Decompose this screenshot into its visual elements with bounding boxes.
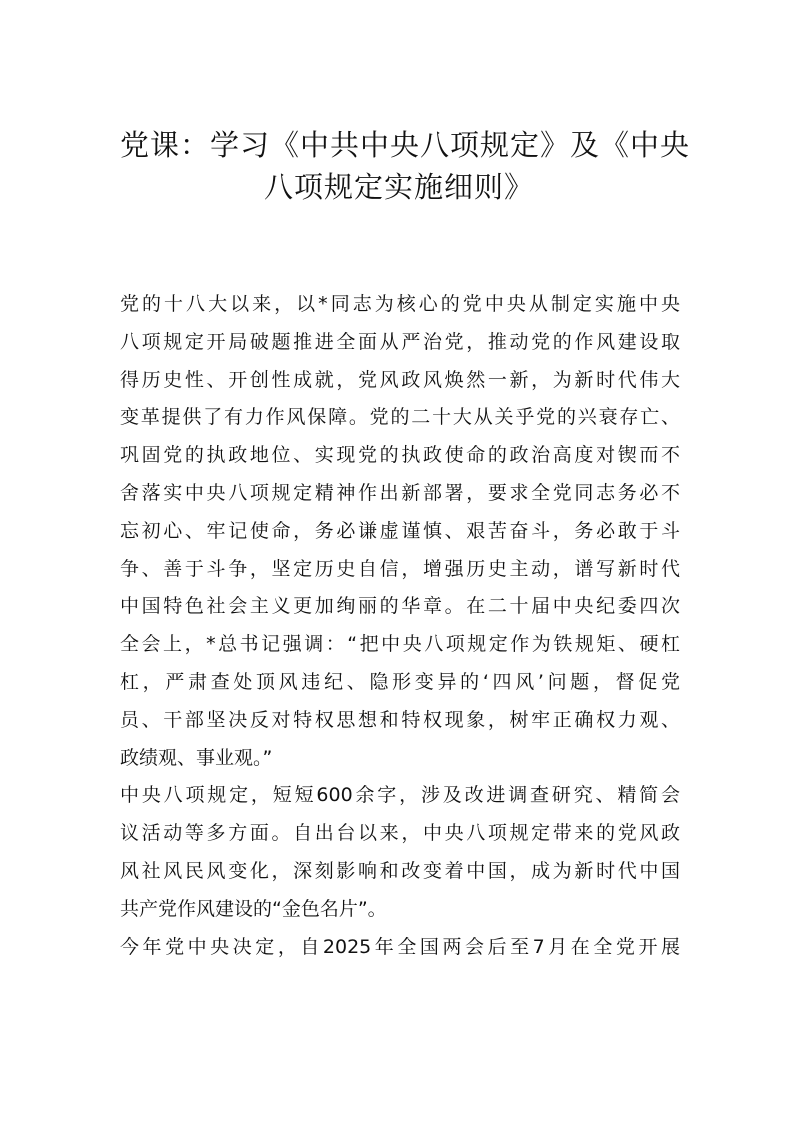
paragraph [120,777,680,928]
text-line: 党的十八大以来，以*同志为核心的党中央从制定实施中央 [120,293,680,315]
text-line: 议活动等多方面。自出台以来，中央八项规定带来的党风政 [120,822,680,845]
title-line: 八项规定实施细则》 [264,170,535,204]
text-line: 争、善于斗争，坚定历史自信，增强历史主动，谱写新时代 [120,557,680,580]
paragraph [120,286,680,777]
text-line: 舍落实中央八项规定精神作出新部署，要求全党同志务必不 [120,481,680,504]
text-line: 员、干部坚决反对特权思想和特权现象，树牢正确权力观、 [120,708,680,731]
text-line: 忘初心、牢记使命，务必谦虚谨慎、艰苦奋斗，务必敢于斗 [120,519,680,542]
text-line: 杠，严肃查处顶风违纪、隐形变异的‘四风’问题，督促党 [120,670,680,693]
document-title [100,124,700,208]
text-line: 风社风民风变化，深刻影响和改变着中国，成为新时代中国 [120,859,680,882]
text-line: 中央八项规定，短短600余字，涉及改进调查研究、精简会 [120,784,680,807]
text-line: 中国特色社会主义更加绚丽的华章。在二十届中央纪委四次 [120,595,680,618]
text-line: 巩固党的执政地位、实现党的执政使命的政治高度对锲而不 [120,444,680,467]
document-body [120,286,680,966]
text-line: 政绩观、事业观。” [120,746,273,769]
text-line: 八项规定开局破题推进全面从严治党，推动党的作风建设取 [120,330,680,353]
title-line: 党课：学习《中共中央八项规定》及《中央 [120,128,691,162]
text-line: 全会上，*总书记强调：“把中央八项规定作为铁规矩、硬杠 [120,633,680,656]
text-line: 共产党作风建设的“金色名片”。 [120,897,387,920]
paragraph [120,929,680,967]
text-line: 今年党中央决定，自2025年全国两会后至7月在全党开展 [120,935,680,958]
text-line: 得历史性、开创性成就，党风政风焕然一新，为新时代伟大 [120,368,680,391]
text-line: 变革提供了有力作风保障。党的二十大从关乎党的兴衰存亡、 [120,406,680,429]
